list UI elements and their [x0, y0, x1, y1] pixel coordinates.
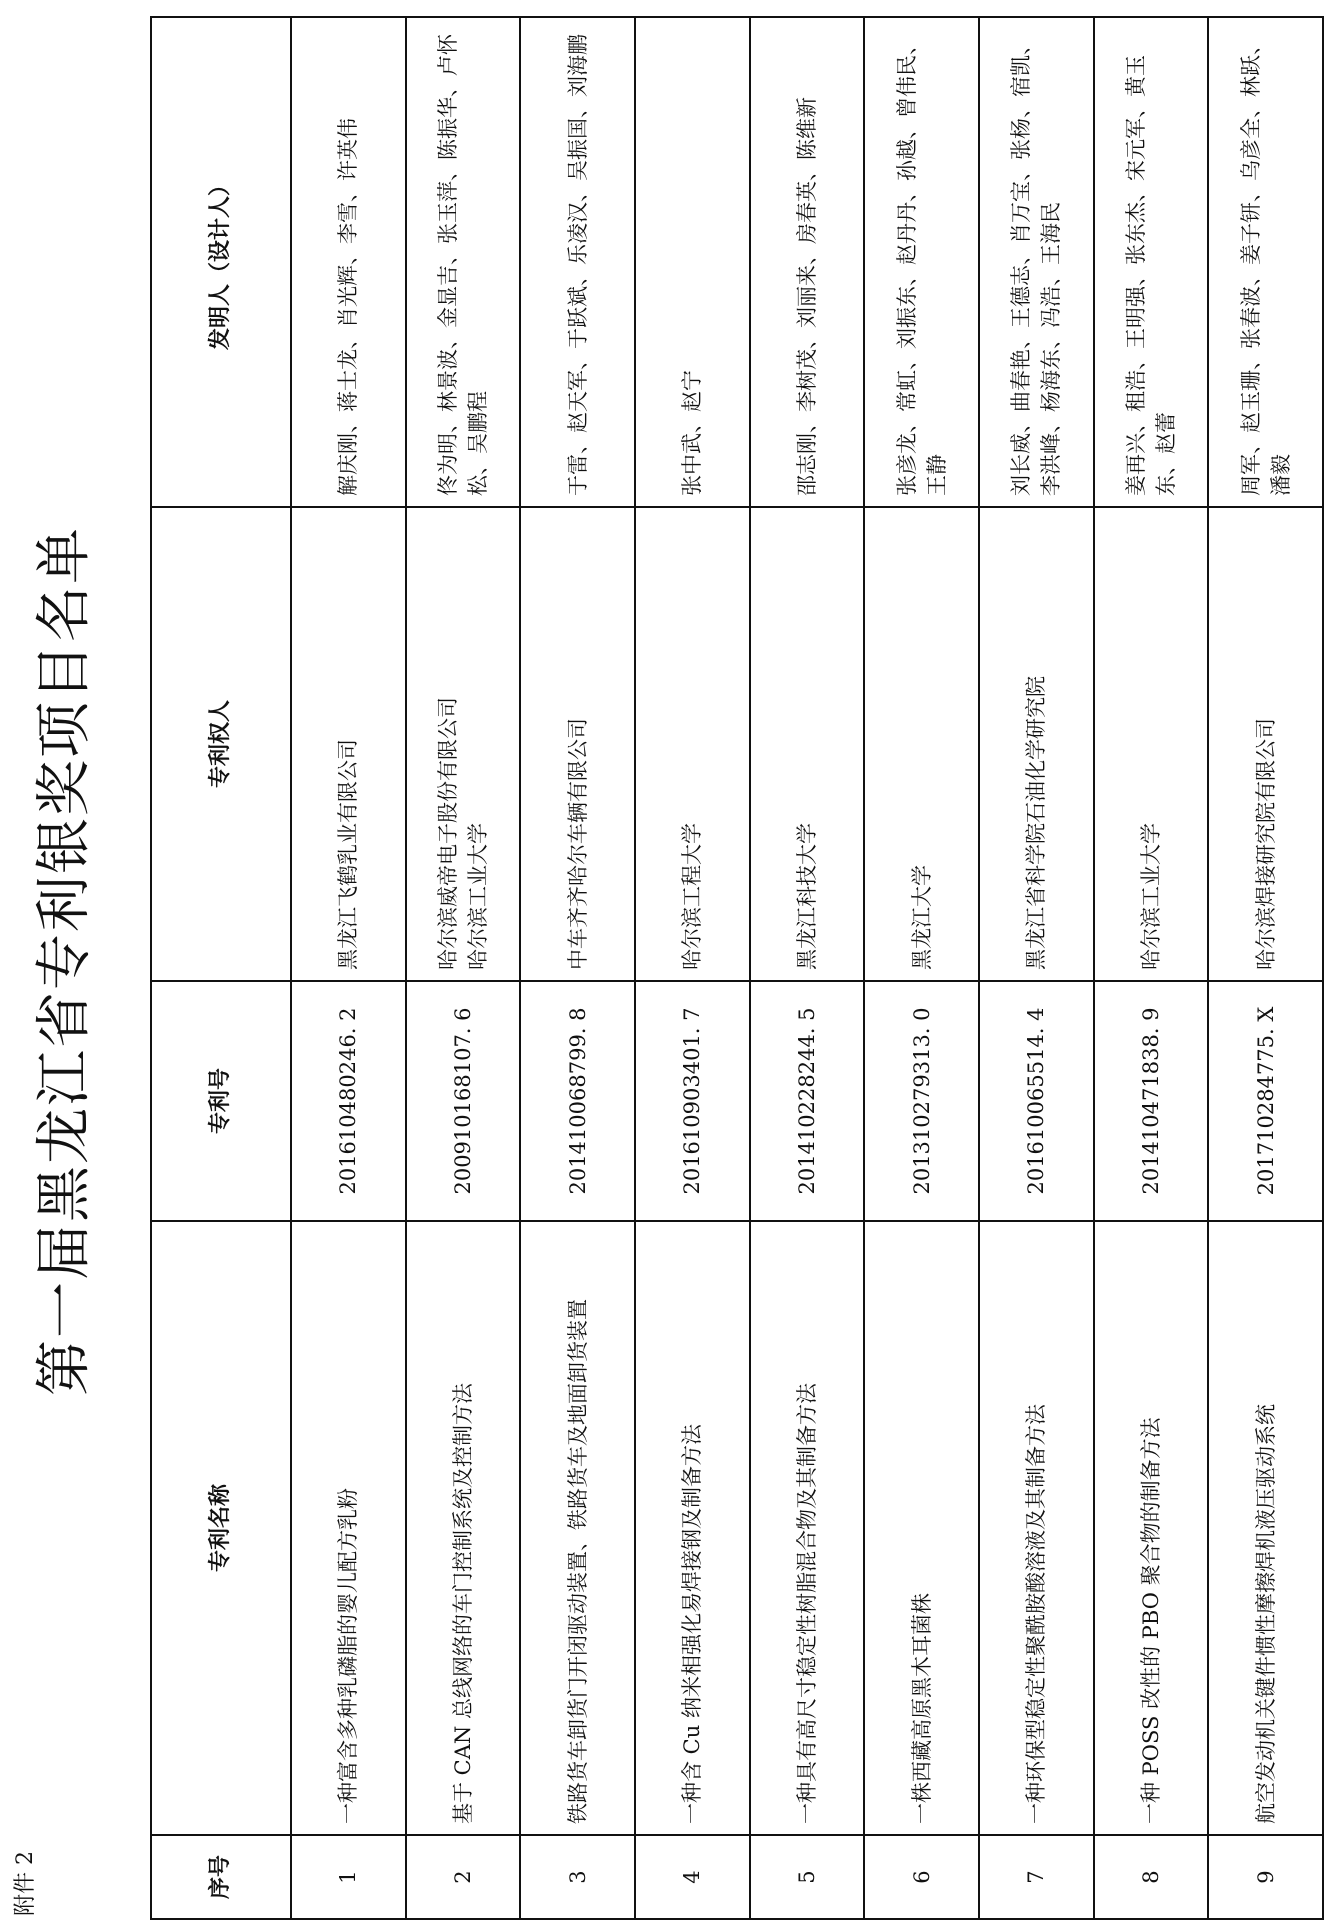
patent-name: 铁路货车卸货门开闭驱动装置、铁路货车及地面卸货装置	[520, 1221, 635, 1835]
header-owner: 专利权人	[151, 507, 291, 981]
patent-owner: 哈尔滨焊接研究院有限公司	[1208, 507, 1323, 981]
table-row	[1094, 17, 1209, 1919]
row-number: 2	[406, 1835, 521, 1919]
patent-owner: 哈尔滨威帝电子股份有限公司 哈尔滨工业大学	[406, 507, 521, 981]
inventors: 张彦龙、常虹、刘振东、赵丹丹、孙越、曾伟民、王静	[864, 17, 979, 507]
table-row	[406, 17, 521, 1919]
table-row	[750, 17, 865, 1919]
inventors: 于雷、赵天军、于跃斌、乐凌汉、吴振国、刘海鹏	[520, 17, 635, 507]
patent-owner: 中车齐齐哈尔车辆有限公司	[520, 507, 635, 981]
patent-number: 201710284775. X	[1208, 981, 1323, 1221]
patent-table	[150, 16, 1324, 1920]
table-row	[864, 17, 979, 1919]
header-patent-no: 专利号	[151, 981, 291, 1221]
header-no: 序号	[151, 1835, 291, 1919]
row-number: 1	[291, 1835, 406, 1919]
patent-name: 一种具有高尺寸稳定性树脂混合物及其制备方法	[750, 1221, 865, 1835]
patent-owner: 黑龙江科技大学	[750, 507, 865, 981]
inventors: 邵志刚、李树茂、刘丽来、房春英、陈维新	[750, 17, 865, 507]
patent-number: 200910168107. 6	[406, 981, 521, 1221]
inventors: 解庆刚、蒋士龙、肖光辉、李雪、许英伟	[291, 17, 406, 507]
row-number: 9	[1208, 1835, 1323, 1919]
patent-name: 一种含 Cu 纳米相强化易焊接钢及制备方法	[635, 1221, 750, 1835]
patent-number: 201410068799. 8	[520, 981, 635, 1221]
inventors: 佟为明、林景波、金显吉、张玉萍、陈振华、卢怀松、吴鹏程	[406, 17, 521, 507]
inventors: 姜再兴、租浩、王明强、张东杰、宋元军、黄玉东、赵蕾	[1094, 17, 1209, 507]
row-number: 5	[750, 1835, 865, 1919]
header-name: 专利名称	[151, 1221, 291, 1835]
row-number: 7	[979, 1835, 1094, 1919]
row-number: 6	[864, 1835, 979, 1919]
table-header-row	[151, 17, 291, 1919]
patent-name: 航空发动机关键件惯性摩擦焊机液压驱动系统	[1208, 1221, 1323, 1835]
patent-name: 一种富含多种乳磷脂的婴儿配方乳粉	[291, 1221, 406, 1835]
patent-name: 一种环保型稳定性聚酰胺酸溶液及其制备方法	[979, 1221, 1094, 1835]
row-number: 4	[635, 1835, 750, 1919]
patent-number: 201410228244. 5	[750, 981, 865, 1221]
document-title: 第一届黑龙江省专利银奖项目名单	[32, 526, 97, 1396]
table-row	[520, 17, 635, 1919]
patent-owner: 黑龙江大学	[864, 507, 979, 981]
patent-owner: 黑龙江省科学院石油化学研究院	[979, 507, 1094, 981]
table-row	[1208, 17, 1323, 1919]
inventors: 周军、赵玉珊、张春波、姜子钘、乌彦全、林跃、潘毅	[1208, 17, 1323, 507]
patent-name: 基于 CAN 总线网络的车门控制系统及控制方法	[406, 1221, 521, 1835]
patent-number: 201610903401. 7	[635, 981, 750, 1221]
attachment-label: 附件 2	[13, 1851, 38, 1916]
patent-number: 201410471838. 9	[1094, 981, 1209, 1221]
patent-owner: 哈尔滨工业大学	[1094, 507, 1209, 981]
patent-name: 一种 POSS 改性的 PBO 聚合物的制备方法	[1094, 1221, 1209, 1835]
patent-owner: 黑龙江飞鹤乳业有限公司	[291, 507, 406, 981]
table-row	[291, 17, 406, 1919]
patent-number: 201310279313. 0	[864, 981, 979, 1221]
header-inventors: 发明人（设计人）	[151, 17, 291, 507]
patent-number: 201610480246. 2	[291, 981, 406, 1221]
patent-name: 一株西藏高原黑木耳菌株	[864, 1221, 979, 1835]
row-number: 8	[1094, 1835, 1209, 1919]
table-row	[979, 17, 1094, 1919]
patent-number: 201610065514. 4	[979, 981, 1094, 1221]
table-row	[635, 17, 750, 1919]
patent-owner: 哈尔滨工程大学	[635, 507, 750, 981]
table-body	[291, 17, 1323, 1919]
row-number: 3	[520, 1835, 635, 1919]
inventors: 张中武、赵宁	[635, 17, 750, 507]
inventors: 刘长威、曲春艳、王德志、肖万宝、张杨、宿凯、李洪峰、杨海东、冯浩、王海民	[979, 17, 1094, 507]
